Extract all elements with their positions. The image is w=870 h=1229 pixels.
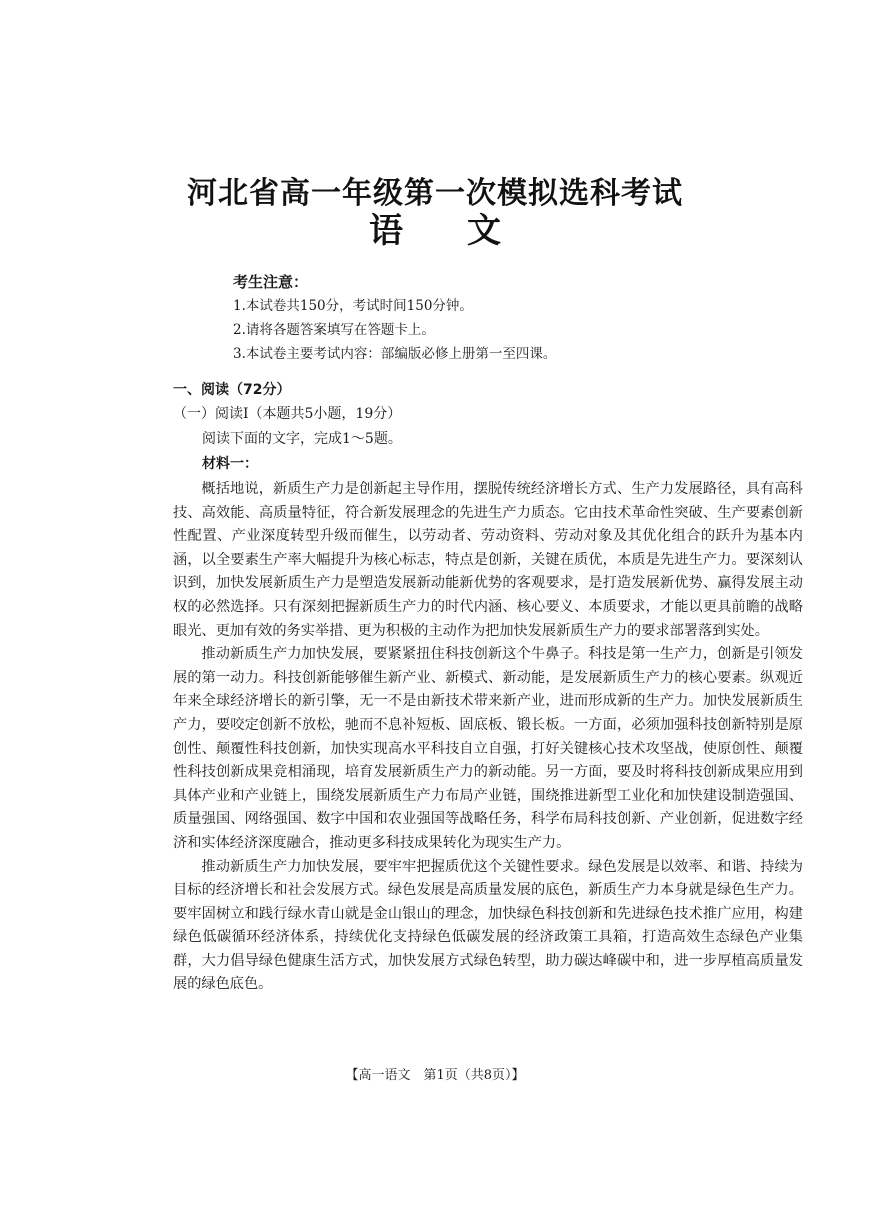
passage-paragraph: 推动新质生产力加快发展，要牢牢把握质优这个关键性要求。绿色发展是以效率、和谐、持续为目标的经济增长和社会发展方式。绿色发展是高质量发展的底色，新质生产力本身就是绿色生产力。要牢固树立和践行绿水青山就是金山银山的理念，加快绿色科技创新和先进绿色技术推广应用，构建绿色低碳循环经济体系，持续优化支持绿色低碳发展的经济政策工具箱，打造高效生态绿色产业集群，大力倡导绿色健康生活方式，加快发展方式绿色转型，助力碳达峰碳中和，进一步厚植高质量发展的绿色底色。 [173,858,803,993]
section-heading: 一、阅读（72分） [173,382,291,398]
candidate-notice [233,270,653,366]
material-label: 材料一： [202,456,258,472]
passage-paragraph: 推动新质生产力加快发展，要紧紧扭住科技创新这个牛鼻子。科技是第一生产力，创新是引领发展的第一动力。科技创新能够催生新产业、新模式、新动能，是发展新质生产力的核心要素。纵观近年来全球经济增长的新引擎，无一不是由新技术带来新产业，进而形成新的生产力。加快发展新质生产力，要咬定创新不放松，驰而不息补短板、固底板、锻长板。一方面，必须加强科技创新特别是原创性、颠覆性科技创新，加快实现高水平科技自立自强，打好关键核心技术攻坚战，使原创性、颠覆性科技创新成果竞相涌现，培育发展新质生产力的新动能。另一方面，要及时将科技创新成果应用到具体产业和产业链上，围绕发展新质生产力布局产业链，围绕推进新型工业化和加快建设制造强国、质量强国、网络强国、数字中国和农业强国等战略任务，科学布局科技创新、产业创新，促进数字经济和实体经济深度融合，推动更多科技成果转化为现实生产力。 [173,646,803,851]
exam-title: 河北省高一年级第一次模拟选科考试 [187,176,683,211]
page-footer: 【高一语文 第1页（共8页）】 [345,1068,525,1083]
notice-item: 2.请将各题答案填写在答题卡上。 [233,322,435,338]
subsection-heading: （一）阅读Ⅰ（本题共5小题，19分） [173,406,402,422]
notice-item: 3.本试卷主要考试内容：部编版必修上册第一至四课。 [233,346,557,362]
subject-title: 语文 [369,211,565,251]
passage-paragraph: 概括地说，新质生产力是创新起主导作用，摆脱传统经济增长方式、生产力发展路径，具有高科技、高效能、高质量特征，符合新发展理念的先进生产力质态。它由技术革命性突破、生产要素创新性配置、产业深度转型升级而催生，以劳动者、劳动资料、劳动对象及其优化组合的跃升为基本内涵，以全要素生产率大幅提升为核心标志，特点是创新，关键在质优，本质是先进生产力。要深刻认识到，加快发展新质生产力是塑造发展新动能新优势的客观要求，是打造发展新优势、赢得发展主动权的必然选择。只有深刻把握新质生产力的时代内涵、核心要义、本质要求，才能以更具前瞻的战略眼光、更加有效的务实举措、更为积极的主动作为把加快发展新质生产力的要求部署落到实处。 [173,481,803,639]
reading-passage [173,478,803,997]
notice-item: 1.本试卷共150分，考试时间150分钟。 [233,298,473,314]
reading-instruction: 阅读下面的文字，完成1～5题。 [202,431,402,447]
notice-title: 考生注意： [233,273,309,291]
